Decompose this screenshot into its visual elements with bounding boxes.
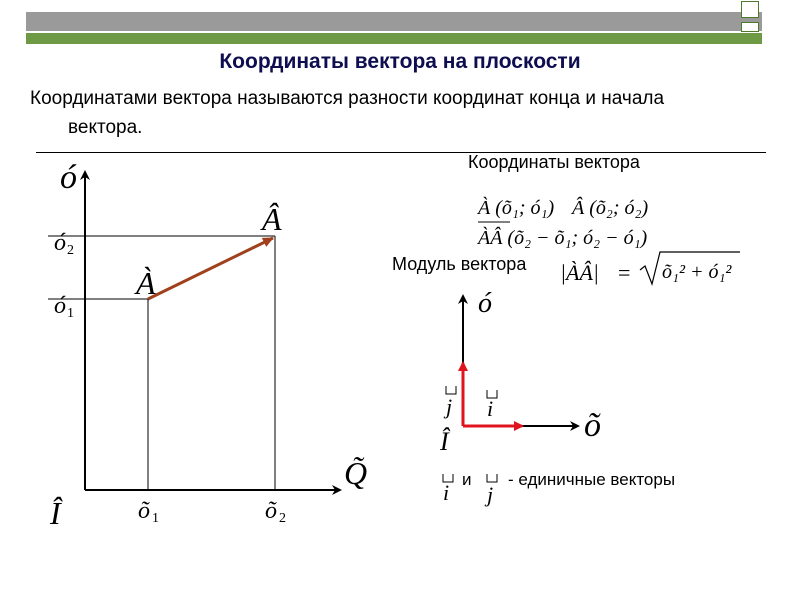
caption-i-symbol: i	[443, 480, 450, 505]
point-A-coordinates: À (õ₁; ó₁)	[478, 197, 555, 219]
vector-AB-arrow	[148, 238, 273, 299]
vector-coordinates: ÀÂ (õ₂ − õ₁; ó₂ − ó₁)	[478, 227, 648, 249]
basis-x-label: õ	[584, 407, 601, 444]
x-axis-label: Q̃	[344, 455, 368, 491]
coordinate-formulas	[476, 196, 740, 285]
x2-tick-label: õ	[265, 498, 277, 524]
x2-tick-subscript: 2	[279, 511, 286, 526]
basis-j-label: j	[446, 394, 453, 419]
unit-vectors-caption: - единичные векторы	[508, 470, 676, 489]
y2-tick-subscript: 2	[67, 243, 74, 258]
modulus-label: Модуль вектора	[392, 254, 527, 274]
y1-tick-subscript: 1	[67, 306, 74, 321]
point-A-label: À	[136, 265, 156, 301]
definition-line-2: вектора.	[68, 117, 143, 138]
y-axis-label: ó	[60, 159, 77, 196]
unit-vectors-and: и	[462, 470, 472, 489]
point-B-coordinates: Â (õ₂; ó₂)	[572, 197, 649, 219]
caption-j-symbol: j	[487, 482, 494, 507]
y2-tick-label: ó	[54, 230, 66, 256]
modulus-rhs: õ₁² + ó₁²	[662, 261, 732, 283]
x1-tick-subscript: 1	[152, 511, 159, 526]
basis-vectors-diagram	[439, 288, 601, 507]
modulus-lhs: |ÀÂ|	[560, 260, 599, 285]
basis-y-label: ó	[478, 288, 492, 319]
y1-tick-label: ó	[54, 293, 66, 319]
modulus-equals: =	[618, 260, 631, 285]
caption-j-mark	[487, 474, 497, 482]
basis-i-label: i	[487, 396, 494, 421]
slide-title: Координаты вектора на плоскости	[219, 50, 581, 73]
definition-line-1: Координатами вектора называются разности координат конца и начала	[30, 88, 665, 109]
left-coordinate-graph	[48, 159, 367, 531]
basis-origin-label: Î	[440, 427, 449, 456]
j-vector-mark	[446, 386, 456, 394]
point-B-label: Â	[262, 201, 282, 237]
coordinates-heading: Координаты вектора	[468, 152, 640, 172]
x1-tick-label: õ	[138, 498, 150, 524]
origin-label: Î	[50, 495, 61, 531]
